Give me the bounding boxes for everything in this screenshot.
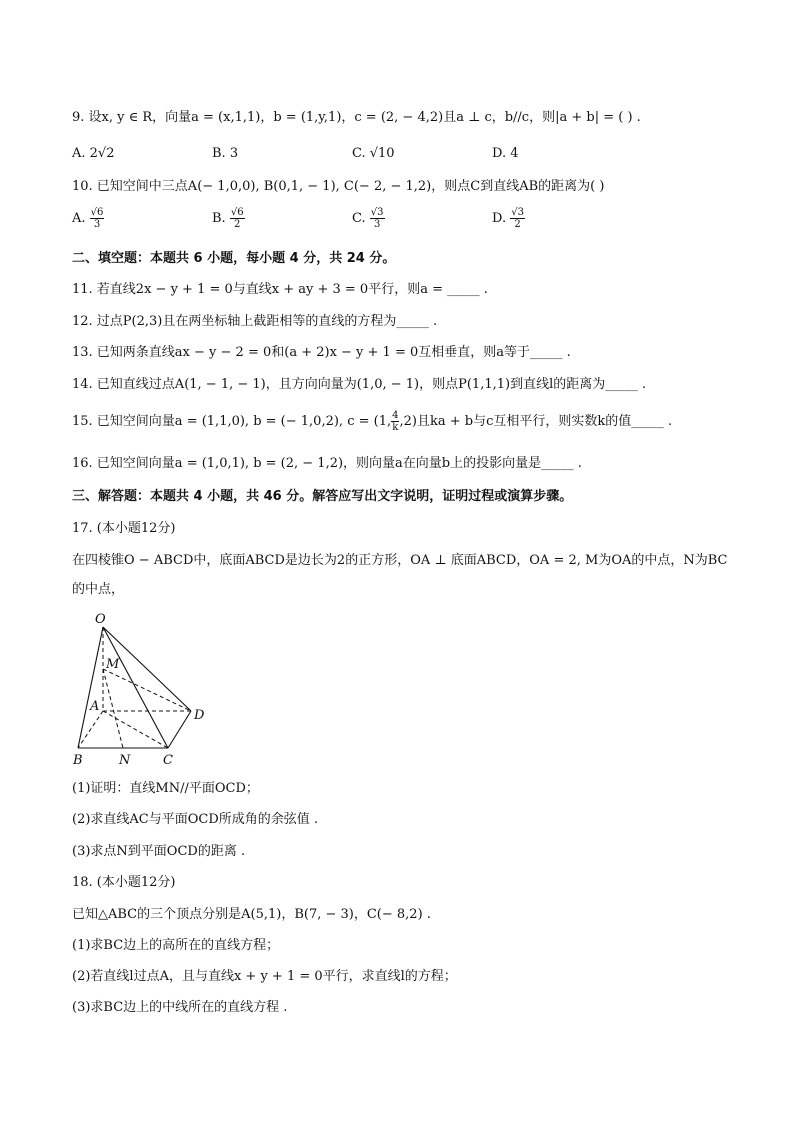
q15 xyxy=(72,410,672,433)
q9-option-b: B. 3 xyxy=(212,146,239,161)
label-M: M xyxy=(106,657,120,672)
q11: 11. 若直线2x − y + 1 = 0与直线x + ay + 3 = 0平行，则a = _____ . xyxy=(72,282,488,297)
pyramid-hidden-edges xyxy=(78,627,191,748)
q16: 16. 已知空间向量a = (1,0,1), b = (2, − 1,2)，则向量a在向量b上的投影向量是_____ . xyxy=(72,456,582,471)
q15-fraction-num: 4 xyxy=(392,410,399,421)
q10-option-c-label: C. xyxy=(352,211,366,226)
q10-option-b-fraction xyxy=(230,207,245,230)
q10-options xyxy=(72,207,632,230)
q10-option-c-fraction xyxy=(370,207,385,230)
q10-option-b-label: B. xyxy=(212,211,226,226)
q9-stem: 9. 设x, y ∈ R，向量a = (x,1,1)，b = (1,y,1)，c = (2, − 4,2)且a ⊥ c，b//c，则|a + b| = ( ) . xyxy=(72,110,641,125)
pyramid-edges xyxy=(78,627,191,748)
segment-MD xyxy=(103,669,191,711)
q15-pre: 15. 已知空间向量a = (1,1,0), b = (− 1,0,2), c = (1, xyxy=(72,414,392,429)
q18-part-1: (1)求BC边上的高所在的直线方程； xyxy=(72,938,280,953)
q9-option-d: D. 4 xyxy=(492,146,519,161)
q15-fraction-den: k xyxy=(392,422,399,433)
vertex-labels xyxy=(72,612,205,768)
q18-part-2: (2)若直线l过点A，且与直线x + y + 1 = 0平行，求直线l的方程； xyxy=(72,969,457,984)
pyramid-figure xyxy=(68,608,218,768)
q10-stem: 10. 已知空间中三点A(− 1,0,0), B(0,1, − 1), C(− 2, − 1,2)，则点C到直线AB的距离为( ) xyxy=(72,179,605,194)
q10-option-b xyxy=(212,207,352,230)
q17-part-3: (3)求点N到平面OCD的距离 . xyxy=(72,844,246,859)
section-3-heading: 三、解答题：本题共 4 小题，共 46 分。解答应写出文字说明，证明过程或演算步骤。 xyxy=(72,489,573,504)
q17-header: 17. (本小题12分) xyxy=(72,521,176,536)
label-N: N xyxy=(119,753,131,768)
q10-option-c-num: √3 xyxy=(370,207,384,218)
q10-option-d-num: √3 xyxy=(511,207,524,218)
q10-option-d-den: 2 xyxy=(514,219,521,230)
q17-stem-line1: 在四棱锥O − ABCD中，底面ABCD是边长为2的正方形，OA ⊥ 底面ABCD，OA = 2, M为OA的中点，N为BC xyxy=(72,553,728,568)
q12: 12. 过点P(2,3)且在两坐标轴上截距相等的直线的方程为_____ . xyxy=(72,314,438,329)
q17-part-1: (1)证明：直线MN//平面OCD； xyxy=(72,781,259,796)
label-A: A xyxy=(90,699,100,714)
q17-part-2: (2)求直线AC与平面OCD所成角的余弦值 . xyxy=(72,812,319,827)
q10-option-b-num: √6 xyxy=(230,207,244,218)
section-2-heading: 二、填空题：本题共 6 小题，每小题 4 分，共 24 分。 xyxy=(72,251,396,266)
q10-option-b-den: 2 xyxy=(234,219,241,230)
label-O: O xyxy=(95,612,106,627)
q10-option-a-den: 3 xyxy=(93,219,101,230)
q18-part-3: (3)求BC边上的中线所在的直线方程 . xyxy=(72,1000,288,1015)
q14: 14. 已知直线过点A(1, − 1, − 1)，且方向向量为(1,0, − 1)，则点P(1,1,1)到直线l的距离为_____ . xyxy=(72,377,646,392)
label-D: D xyxy=(194,708,205,723)
q9-options xyxy=(72,146,632,161)
edge-CD xyxy=(168,711,191,748)
q10-option-d-fraction xyxy=(510,207,525,230)
q10-option-c xyxy=(352,207,492,230)
q10-option-a-label: A. xyxy=(72,211,86,226)
label-B: B xyxy=(73,753,83,768)
q9-option-c: C. √10 xyxy=(352,146,395,161)
q10-option-a-num: √6 xyxy=(90,207,104,218)
label-C: C xyxy=(163,753,173,768)
q18-header: 18. (本小题12分) xyxy=(72,875,176,890)
segment-MN xyxy=(103,669,123,748)
q15-post: ,2)且ka + b与c互相平行，则实数k的值_____ . xyxy=(399,414,672,429)
q17-stem-line2: 的中点， xyxy=(72,582,125,597)
q9-option-a: A. 2√2 xyxy=(72,146,115,161)
q13: 13. 已知两条直线ax − y − 2 = 0和(a + 2)x − y + 1 = 0互相垂直，则a等于_____ . xyxy=(72,345,571,360)
q10-option-a xyxy=(72,207,212,230)
q10-option-a-fraction xyxy=(90,207,105,230)
q10-option-c-den: 3 xyxy=(373,219,381,230)
q18-stem: 已知△ABC的三个顶点分别是A(5,1)，B(7, − 3)，C(− 8,2) . xyxy=(72,907,431,922)
q10-option-d xyxy=(492,207,632,230)
q10-option-d-label: D. xyxy=(492,211,507,226)
